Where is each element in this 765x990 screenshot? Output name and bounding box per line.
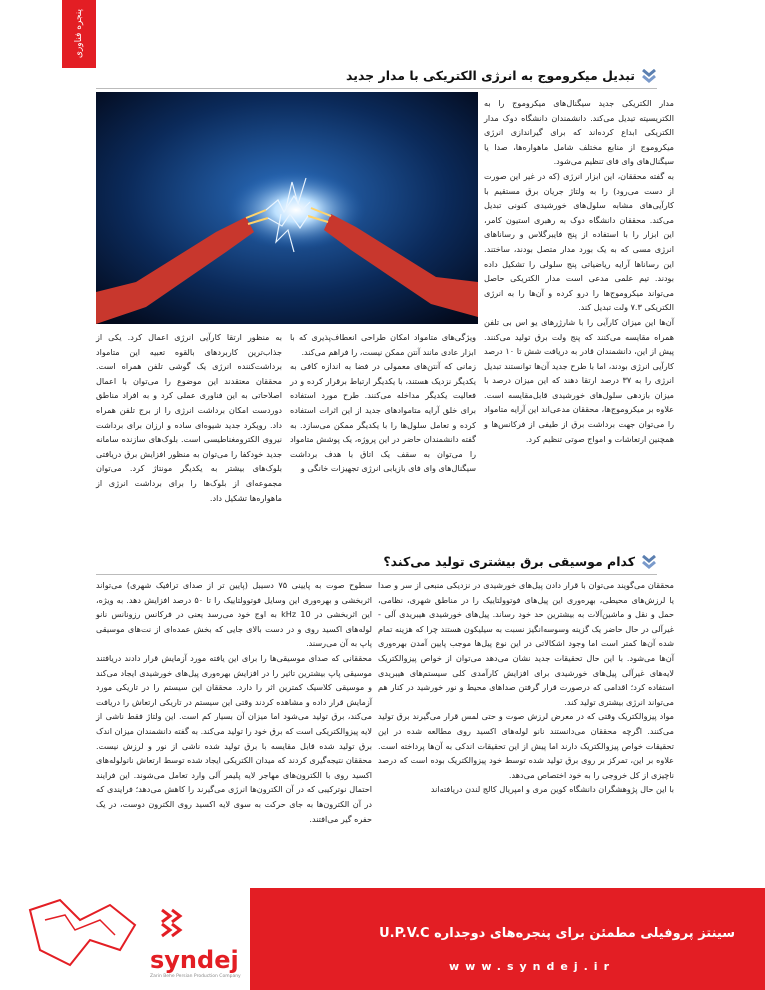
paragraph: آن‌ها این میزان کارآیی را با شارژرهای یو اس بی تلفن همراه مقایسه می‌کنند که پنج ولت برق تولید می‌کنند. پیش از این، دانشمندان قادر به دریافت شش تا ۱۰ درصد کارآیی انرژی بودند، اما با طرح جدید آن‌ها توانستند تبدیل انرژی را به ۳۷ درصد ارتقا دهند که این میزان درصد با میزان بازدهی سلول‌های خورشیدی قابل‌مقایسه است. علاوه بر میکروموج‌ها، محققان مدعی‌اند این آرایه متامواد را می‌توان جهت برداشت برق از طیفی از فرکانس‌ها و همچنین ارتعاشات و امواج صوتی تنظیم کرد. [484,316,674,444]
article1-photo [96,92,478,324]
article2-column-right [378,578,674,797]
paragraph: به گفته محققان، این ابزار انرژی (که در غیر این صورت از دست می‌رود) را به ولتاژ جریان برق مستقیم با کارآیی‌های مشابه سلول‌های خورشیدی کنونی تبدیل می‌کند. محققان دانشگاه دوک به رهبری استیون کامر، این ابزار را با استفاده از پنج فایبرگلاس و رسانا‌های انرژی مسی که به یک بورد مدار متصل بودند، ساختند. این رسانا‌ها آرایه ریاضیاتی پنج سلولی را تشکیل داده بودند. تیم علمی مدعی است مدار الکتریکی حاصل می‌تواند میکروموج‌ها را درو کرده و آن‌ها را به انرژی الکتریکی ۷.۳ ولت تبدیل کند. [484,170,674,313]
footer-slogan: سینتز پروفیلی مطمئن برای پنجره‌های دوجداره U.P.V.C [379,926,735,941]
syndej-mark-icon [160,908,184,938]
section-tab [62,0,96,68]
paragraph: محققانی که صدای موسیقی‌ها را برای این یافته مورد آزمایش قرار دادند دریافتند موسیقی پاپ بیشترین تاثیر را در افزایش بهره‌وری پیل‌های خورشیدی ایجاد می‌کند و موسیقی کلاسیک کمترین اثر را دارد. محققان این سیستم را در تاریکی مورد آزمایش قرار داده و مشاهده کردند وقتی این سیستم در تاریکی ارتعاش را دریافت می‌کند، برق تولید می‌شود اما میزان آن بسیار کم است. این ولتاژ فقط ناشی از لایه پیزوالکتریکی است که برق خود را تولید می‌کند. به گفته دانشمندان میزان اندک برق تولید شده قابل مقایسه با برق تولید شده ناشی از نور و لرزش نیست. محققان نتیجه‌گیری کردند که میدان الکتریکی ایجاد شده توسط ارتعاش نانولوله‌های اکسید روی با الکترون‌های مهاجر لایه پلیمر آلی وارد تعامل می‌شوند. این فرایند احتمال نوترکیبی که در آن الکترون‌ها انرژی می‌گیرند را کاهش می‌دهد؛ فرایندی که در آن الکترون‌ها به جای حرکت به سوی لایه اکسید روی الکترون دوست، در یک حفره گیر می‌افتند. [96,652,372,824]
paragraph: زمانی که آنتن‌های معمولی در فضا به اندازه کافی به یکدیگر نزدیک هستند، با یکدیگر ارتباط برقرار کرده و در فعالیت یکدیگر مداخله می‌کنند. طرح مورد استفاده برای خلق آرایه متامواد‌های جدید از این اثرات استفاده کرده و تعامل سلول‌ها را با یکدیگر ممکن می‌سازد. به گفته دانشمندان حاضر در این پروژه، یک پوشش متامواد را می‌توان به سقف یک اتاق با هدف برداشت سیگنال‌های وای فای بازیابی انرژی تجهیزات خانگی و [290,361,476,474]
paragraph: مدار الکتریکی جدید سیگنال‌های میکروموج را به الکتریسیته تبدیل می‌کند. دانشمندان دانشگاه دوک مدار الکتریکی ابداع کرده‌اند که برای گیراندازی انرژی میکروموج از منابع مختلف شامل ماهواره‌ها، صدا یا سیگنال‌های وای فای تنظیم می‌شود. [484,98,674,167]
footer-url[interactable]: www.syndej.ir [449,960,615,973]
article1-column-left [96,330,282,505]
paragraph: محققان می‌گویند می‌توان با قرار دادن پیل‌های خورشیدی در نزدیکی منبعی از سر و صدا یا لرزش‌های محیطی، بهره‌وری این پیل‌های فوتوولتاییک را در مناطق شهری، نظامی، حمل و نقل و ماشین‌آلات به بیشترین حد خود رساند. پیل‌های خورشیدی هیبریدی آلی - غیرآلی در حال حاضر یک گزینه وسوسه‌انگیز نسبت به سیلیکون هستند چرا که هزینه تمام شده آن‌ها کمتر است اما وجود اشکالاتی در این نوع پیل‌ها موجب پایین آمدن بهره‌وری آن‌ها می‌شود. با این حال تحقیقات جدید نشان می‌دهد می‌توان از خواص پیزوالکتریک لایه‌های غیرآلی پیل‌های خورشیدی برای افزایش کارآمدی کلی سیستم‌های هیبریدی استفاده کرد؛ اقدامی که درصورت قرار گرفتن صدا‌های محیط و نور خورشید در کنار هم می‌تواند انرژی بیشتری تولید کند. [378,580,674,707]
paragraph: مواد پیزوالکتریک وقتی که در معرض لرزش صوت و حتی لمس قرار می‌گیرند برق تولید می‌کنند. اگرچه محققان می‌دانستند نانو لوله‌های اکسید روی مطالعه شده در این تحقیقات خواص پیزوالکتریک دارند اما پیش از این تحقیقات اندکی به آن‌ها پرداخته است. علاوه بر این، تمرکز بر روی برق تولید شده توسط خود پیزوالکتریک بوده است که درصد ناچیزی از کل خروجی را به خود اختصاص می‌دهد. [378,711,674,780]
paragraph: سطوح صوت به پایینی ۷۵ دسیبل (پایین تر از صدای ترافیک شهری) می‌تواند اثربخشی و بهره‌وری این وسایل فوتوولتاییک را تا ۵۰ درصد افزایش دهد. به ویژه، این اثربخشی در 10 kHz به اوج خود می‌رسد یعنی در فرکانس رزونانس نانو لوله‌های اکسید روی و در دست بالای جایی که بخش عمده‌ای از نت‌های موسیقی پاپ به آن می‌رسند. [96,580,373,649]
article1-heading [346,68,657,83]
article1-column-right [484,96,674,446]
divider [96,88,657,89]
divider [96,574,657,575]
window-profile-icon [20,890,150,990]
article1-column-middle [290,330,476,476]
paragraph: با این حال پژوهشگران دانشگاه کوین مری و امپریال کالج لندن دریافته‌اند [430,784,674,795]
footer-ad [0,888,765,990]
chevron-icon [641,69,657,83]
logo-subtitle: Zarin Behe Persian Production Company [150,974,241,979]
article2-heading [383,554,657,569]
logo-wordmark: syndej [150,946,239,974]
section-tab-label: پنجره فناوری [74,9,84,59]
paragraph: به منظور ارتقا کارآیی انرژی اعمال کرد. یکی از جذاب‌ترین کاربردهای بالقوه تعبیه این متامواد برداشت‌کننده انرژی یک گوشی تلفن همراه است. محققان معتقدند این موضوع را می‌توان با اعمال اصلاحاتی به این فناوری عملی کرد و به افراد مناطق دوردست امکان برداشت انرژی را از برج تلفن همراه داد. رویکرد جدید شیوه‌ای ساده و ارزان برای برداشت نیروی الکترومغناطیسی است. بلوک‌های سازنده سامانه جدید خودکفا را می‌توان به منظور افزایش برق دریافتی بلوک‌های بیشتر به یکدیگر مونتاژ کرد. می‌توان مجموعه‌ای از بلوک‌ها را برای برداشت انرژی از ماهواره‌ها تشکیل داد. [96,332,282,503]
paragraph: ویژگی‌های متامواد امکان طراحی انعطاف‌پذیری که با ابزار عادی مانند آنتن ممکن نیست، را فراهم می‌کند. [290,332,476,357]
article2-title: کدام موسیقی برق بیشتری تولید می‌کند؟ [383,554,635,569]
article2-column-left [96,578,372,826]
article1-title: تبدیل میکروموج به انرژی الکتریکی با مدار جدید [346,68,635,83]
chevron-icon [641,555,657,569]
logo-area [0,888,250,990]
